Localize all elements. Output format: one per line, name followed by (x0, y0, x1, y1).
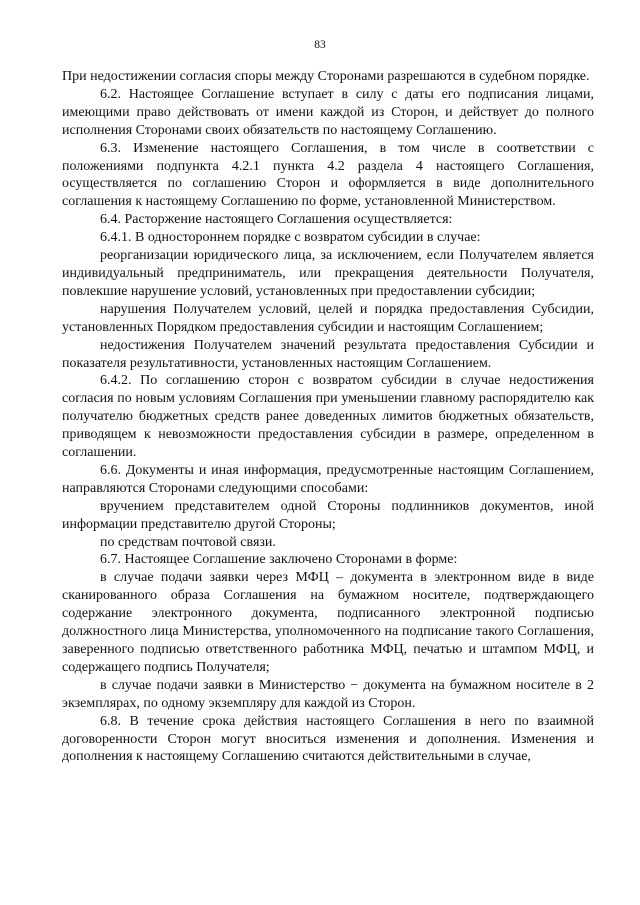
document-body (62, 68, 594, 766)
list-item-violation: нарушения Получателем условий, целей и порядка предоставления Субсидии, установленных Порядком предоставления субсидии и настоящим Соглашением; (62, 301, 594, 335)
paragraph-6-4: 6.4. Расторжение настоящего Соглашения осуществляется: (100, 212, 453, 228)
paragraph-6-2: 6.2. Настоящее Соглашение вступает в силу с даты его подписания лицами, имеющими право действовать от имени каждой из Сторон, и действует до полного исполнения Сторонами своих обязательств по настоящему Соглашению. (62, 86, 594, 138)
list-item-ministry: в случае подачи заявки в Министерство − документа на бумажном носителе в 2 экземплярах, по одному экземпляру для каждой из Сторон. (62, 677, 594, 711)
list-item-postal: по средствам почтовой связи. (100, 534, 276, 550)
list-item-reorganization: реорганизации юридического лица, за исключением, если Получателем является индивидуальный предприниматель, или прекращения деятельности Получателя, повлекшие нарушение условий, установленных при предоставлении субсидии; (62, 248, 594, 299)
list-item-mfc: в случае подачи заявки через МФЦ – документа в электронном виде в виде сканированного образа Соглашения на бумажном носителе, подтверждающего содержание электронного документа, подписанного электронной подписью должностного лица Министерства, уполномоченного на подписание такого Соглашения, заверенного подписью ответственного работника МФЦ, печатью и штампом МФЦ, и содержащего подпись Получателя; (62, 570, 594, 675)
paragraph-6-4-1: 6.4.1. В одностороннем порядке с возвратом субсидии в случае: (100, 230, 481, 246)
paragraph-6-6: 6.6. Документы и иная информация, предусмотренные настоящим Соглашением, направляются Сторонами следующими способами: (62, 462, 594, 496)
paragraph-6-8: 6.8. В течение срока действия настоящего Соглашения в него по взаимной договоренности Сторон могут вноситься изменения и дополнения. Изменения и дополнения к настоящему Соглашению считаются действительными в случае, (62, 713, 594, 765)
paragraph-1: При недостижении согласия споры между Сторонами разрешаются в судебном порядке. (62, 69, 590, 84)
page-number: 83 (314, 39, 326, 51)
list-item-nonachievement: недостижения Получателем значений результата предоставления Субсидии и показателя результативности, установленных настоящим Соглашением. (62, 337, 594, 371)
paragraph-6-7: 6.7. Настоящее Соглашение заключено Сторонами в форме: (100, 552, 458, 568)
list-item-delivery: вручением представителем одной Стороны подлинников документов, иной информации представителю другой Стороны; (62, 498, 594, 532)
paragraph-6-3: 6.3. Изменение настоящего Соглашения, в том числе в соответствии с положениями подпункта 4.2.1 пункта 4.2 раздела 4 настоящего Соглашения, осуществляется по соглашению Сторон и оформляется в виде дополнительного соглашения к настоящему Соглашению по форме, установленной Министерством. (62, 140, 594, 210)
paragraph-6-4-2: 6.4.2. По соглашению сторон с возвратом субсидии в случае недостижения согласия по новым условиям Соглашения при уменьшении главному распорядителю как получателю бюджетных средств ранее доведенных лимитов бюджетных обязательств, приводящем к невозможности предоставления субсидии в размере, определенном в соглашении. (62, 373, 594, 461)
